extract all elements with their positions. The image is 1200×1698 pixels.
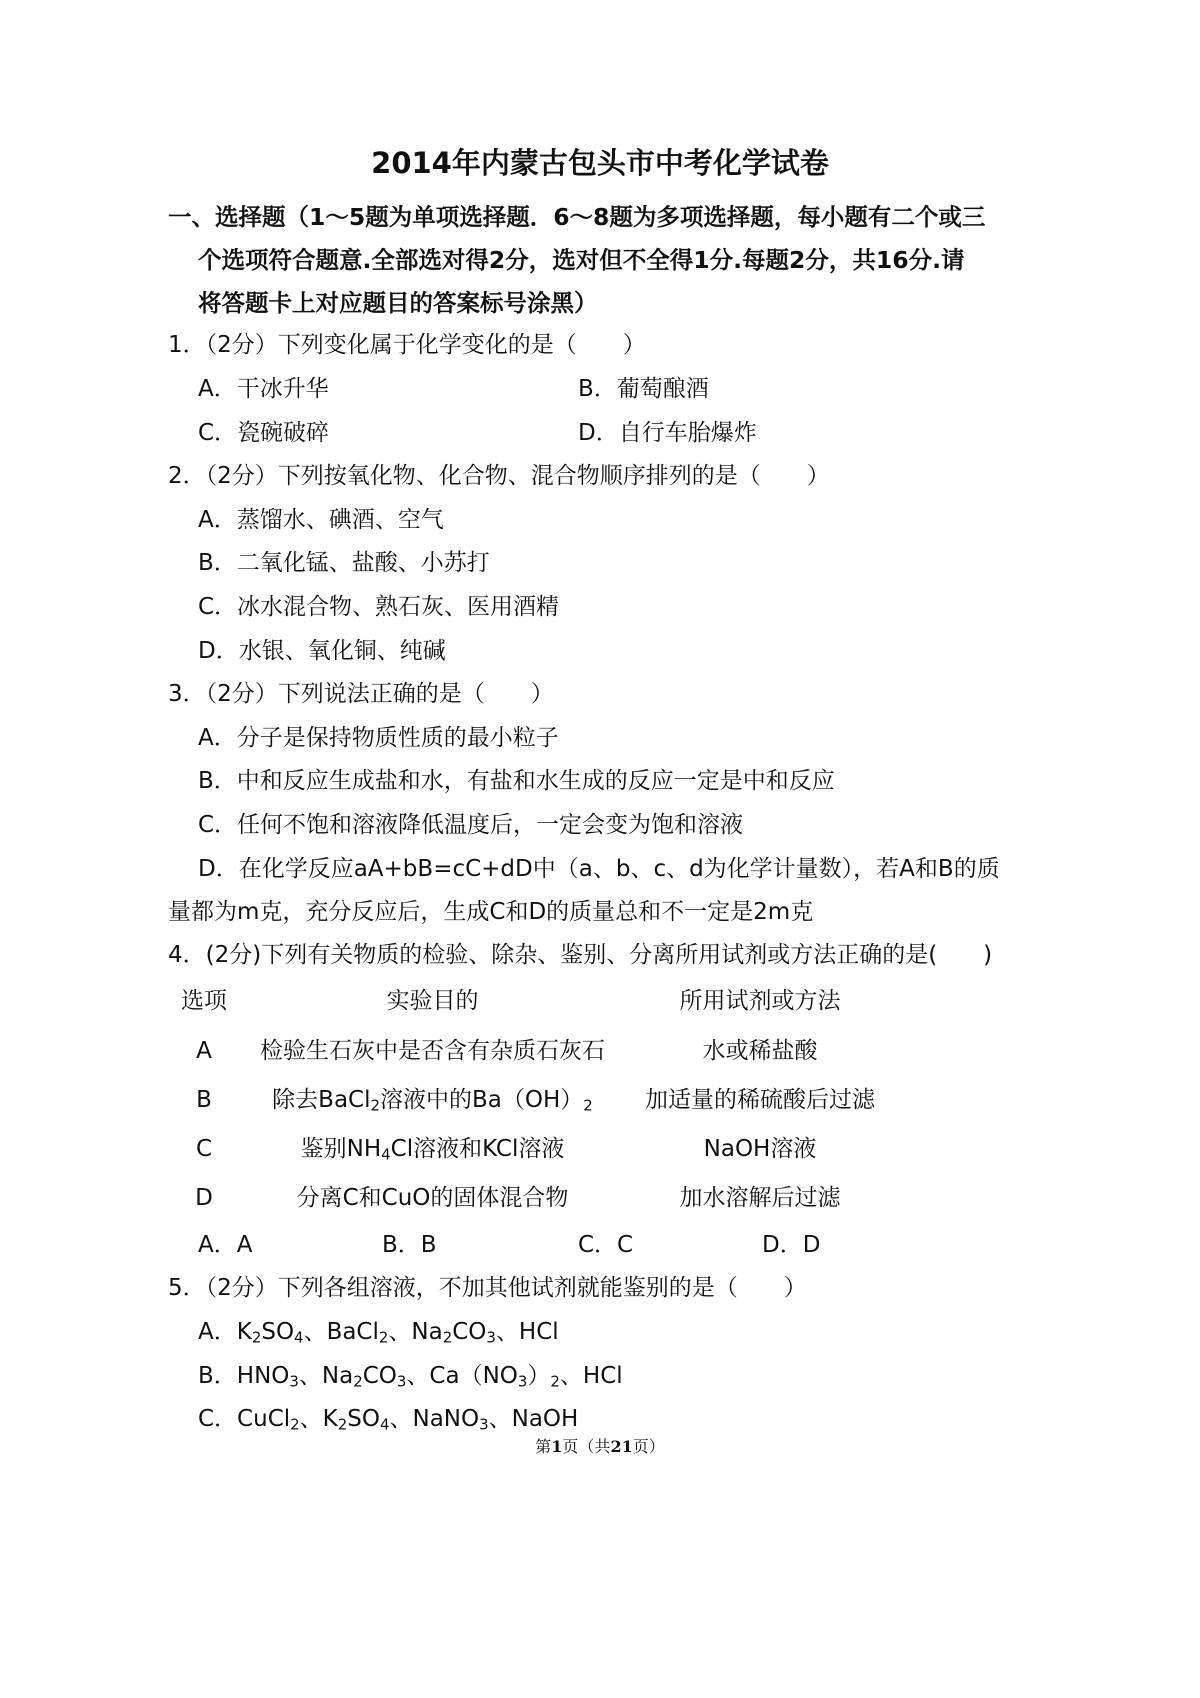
table-header-purpose: 实验目的 [386,988,479,1014]
question-2-option-a: A．蒸馏水、碘酒、空气 [198,507,444,533]
page-title: 2014年内蒙古包头市中考化学试卷 [371,146,829,180]
table-cell-option: D [195,1185,213,1211]
table-cell-purpose: 除去BaCl$_2$溶液中的$Ba(OH)_2$ [272,1087,593,1115]
table-cell-purpose: 分离C和CuO的固体混合物 [296,1185,569,1211]
table-cell-purpose: 鉴别$NH_4Cl$溶液和KCl溶液 [300,1136,565,1164]
question-3-option-a: A．分子是保持物质性质的最小粒子 [198,725,559,751]
table-cell-method: 水或稀盐酸 [702,1038,818,1064]
section-heading-line3: 将答题卡上对应题目的答案标号涂黑） [198,289,598,317]
question-5-option-a: A．$K_2SO_4$、BaCl$_2$、$Na_2CO_3$、HCl [198,1319,559,1347]
question-3-option-d-line1: D．在化学反应aA+bB=cC+dD中（a、b、c、d为化学计量数），若A和B的质 [198,856,1000,882]
table-cell-option: C [195,1136,213,1162]
table-header-method: 所用试剂或方法 [679,988,841,1014]
table-cell-method: NaOH溶液 [703,1136,817,1162]
question-2-option-c: C．冰水混合物、熟石灰、医用酒精 [198,594,560,620]
question-4-stem: 4．(2分)下列有关物质的检验、除杂、鉴别、分离所用试剂或方法正确的是( ) [168,942,993,968]
question-4-option-d: D．D [762,1232,821,1258]
question-1-stem: 1．（2分）下列变化属于化学变化的是（ ） [168,332,646,358]
question-5-stem: 5．（2分）下列各组溶液，不加其他试剂就能鉴别的是（ ） [168,1275,807,1301]
question-3-option-d-line2: 量都为m克，充分反应后，生成C和D的质量总和不一定是2m克 [168,899,814,925]
question-4-option-a: A．A [198,1232,253,1258]
table-cell-purpose: 检验生石灰中是否含有杂质石灰石 [260,1038,605,1064]
table-header-option: 选项 [181,988,227,1014]
question-3-option-c: C．任何不饱和溶液降低温度后，一定会变为饱和溶液 [198,812,744,838]
question-3-option-b: B．中和反应生成盐和水，有盐和水生成的反应一定是中和反应 [198,768,835,794]
question-2-option-b: B．二氧化锰、盐酸、小苏打 [198,550,490,576]
question-4-option-c: C．C [578,1232,634,1258]
table-cell-method: 加适量的稀硫酸后过滤 [645,1087,875,1113]
section-heading-line1: 一、选择题（1～5题为单项选择题．6～8题为多项选择题，每小题有二个或三 [168,203,986,231]
question-1-option-c: C．瓷碗破碎 [198,420,330,446]
question-3-stem: 3．（2分）下列说法正确的是（ ） [168,681,554,707]
question-5-option-c: C．CuCl$_2$、$K_2SO_4$、NaNO$_3$、NaOH [198,1406,579,1434]
question-1-option-b: B．葡萄酿酒 [578,376,709,402]
table-cell-option: A [196,1038,212,1064]
question-4-option-b: B．B [382,1232,437,1258]
section-heading-line2: 个选项符合题意.全部选对得2分，选对但不全得1分.每题2分，共16分.请 [198,246,965,274]
page-footer: 第1页（共21页） [535,1437,665,1456]
question-1-option-d: D．自行车胎爆炸 [578,420,757,446]
question-2-option-d: D．水银、氧化铜、纯碱 [198,638,446,664]
question-2-stem: 2．（2分）下列按氧化物、化合物、混合物顺序排列的是（ ） [168,463,830,489]
table-cell-option: B [196,1087,212,1113]
question-1-option-a: A．干冰升华 [198,376,329,402]
question-5-option-b: B．$HNO_3$、$Na_2CO_3$、$Ca(NO_3)_2$、HCl [198,1363,623,1391]
table-cell-method: 加水溶解后过滤 [679,1185,841,1211]
